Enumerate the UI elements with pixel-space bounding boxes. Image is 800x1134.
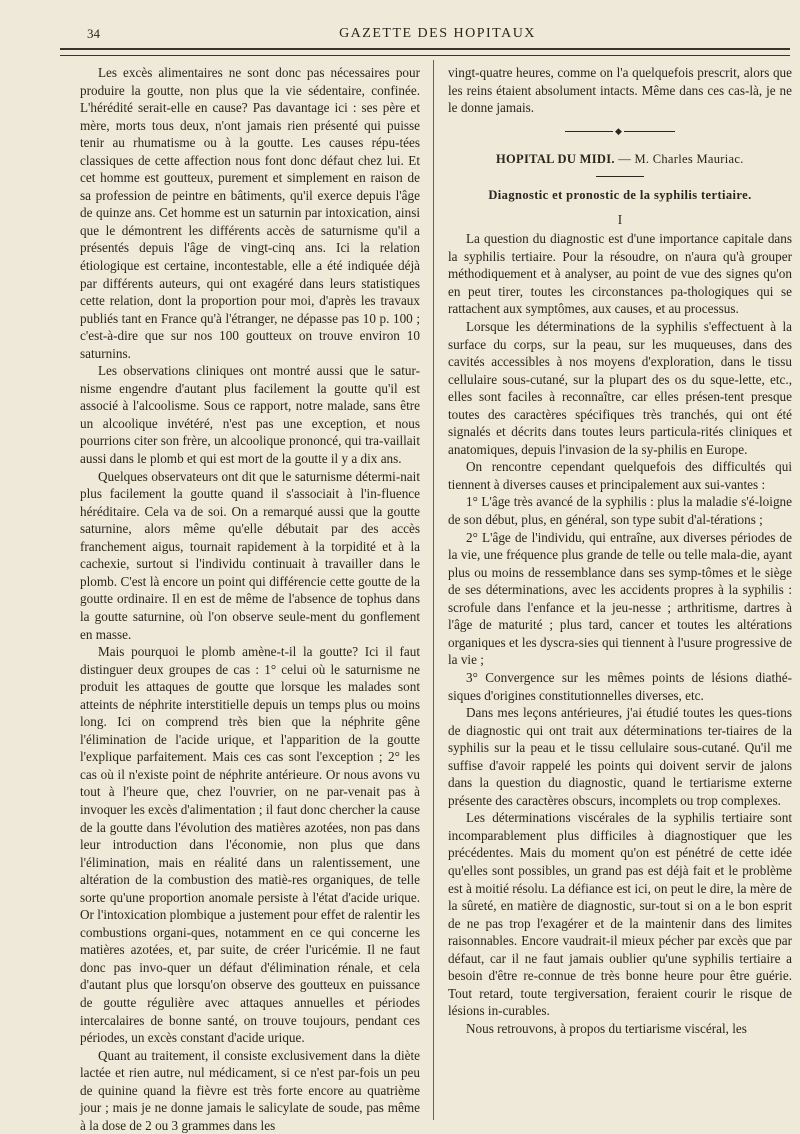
- paragraph: Dans mes leçons antérieures, j'ai étudié toutes les ques-tions de diagnostic qui ont trait aux déterminations ter-tiaires de la syphilis sur la peau et le tissu cellulaire sous-cutané. Qu'il me suffise d'avoir rappelé les points qui doivent servir de jalons dans la question du diagnostic, quand le tertiarisme externe présente des caractères obscurs, incomplets ou trop complexes.: [448, 705, 792, 808]
- continuation-paragraph: vingt-quatre heures, comme on l'a quelquefois prescrit, alors que les reins étaient absolument intacts. Même dans ces cas-là, je ne le donne jamais.: [448, 65, 792, 116]
- short-rule: [596, 176, 644, 177]
- journal-title: GAZETTE DES HOPITAUX: [339, 26, 536, 41]
- hospital-heading: [448, 151, 792, 169]
- paragraph: Quelques observateurs ont dit que le saturnisme détermi-nait plus facilement la goutte quand il s'associait à l'in-fluence héréditaire. Cela va de soi. On a remarqué aussi que la goutte saturnine, alors même qu'elle débutait par des accès franchement aigus, tournait rapidement à la torpidité et à la cachexie, surtout si l'individu continuait à travailler dans le plomb. C'est là encore un point qui différencie cette goutte de la goutte ordinaire. Il en est de même de l'absence de tophus dans la goutte saturnine, où l'on observe seule-ment du gonflement en masse.: [80, 468, 420, 642]
- paragraph: 1° L'âge très avancé de la syphilis : plus la maladie s'é-loigne de son début, plus, en général, son type subit d'al-térations ;: [448, 494, 792, 528]
- paragraph: Nous retrouvons, à propos du tertiarisme viscéral, les: [466, 1020, 747, 1036]
- column-divider: [433, 60, 434, 1120]
- paragraph: 3° Convergence sur les mêmes points de lésions diathé-siques d'origines constitutionnelles diverses, etc.: [448, 669, 792, 703]
- page-number: 34: [87, 26, 100, 41]
- paragraph: On rencontre cependant quelquefois des difficultés qui tiennent à diverses causes et principalement aux sui-vantes :: [448, 459, 792, 492]
- paragraph: Les excès alimentaires ne sont donc pas nécessaires pour produire la goutte, non plus que la vie sédentaire, confinée. L'hérédité serait-elle en cause? Pas davantage ici : ses père et mère, morts tous deux, n'ont jamais rien présenté qui puisse tenir au rhumatisme ou à la goutte. Les causes répu-tées classiques de cette affection nous font donc défaut chez lui. Et cet homme est goutteux, purement et simplement en raison de sa profession de peintre en bâtiments, qu'il exerce depuis l'âge de quinze ans. Cet homme est un saturnin par intoxication, ainsi que le démontrent les différents accès de saturnisme qu'il a présentés depuis l'âge de vingt-cinq ans. Ici la relation étiologique est certaine, incontestable, elle a été indiquée déjà par différents auteurs, qui ont exagéré dans leurs statistiques cette relation, dont la proportion pour moi, d'après les travaux publiés tant en France qu'à l'étranger, ne dépasse pas 10 p. 100 ; c'est-à-dire que sur nos 100 goutteux on trouve environ 10 saturnins.: [80, 65, 420, 361]
- page-header: [85, 22, 790, 48]
- right-column: [448, 64, 792, 1037]
- paragraph: Lorsque les déterminations de la syphilis s'effectuent à la surface du corps, sur la peau, sur les muqueuses, dans des cavités accessibles à nos moyens d'exploration, dans le tissu cellulaire sous-cutané, sur la plupart des os du sque-lette, etc., elles sont faciles à reconnaître, car elles présen-tent presque toutes des caractères spécifiques très tranchés, qui ont été signalés et décrits dans toutes leurs particula-rités cliniques et anatomiques, depuis l'invasion de la sy-philis en Europe.: [448, 319, 792, 457]
- left-column: [80, 64, 420, 1134]
- paragraph: Mais pourquoi le plomb amène-t-il la goutte? Ici il faut distinguer deux groupes de cas : 1° celui où le saturnisme ne produit les attaques de goutte que lorsque les malades sont atteints de néphrite interstitielle depuis un temps plus ou moins long. Ici on comprend très bien que la néphrite gêne l'élimination de l'acide urique, et l'apparition de la goutte l'explique parfaitement. Mais ces cas sont l'exception ; 2° les cas où il n'existe point de néphrite antérieure. Or nous avons vu tout à l'heure que, chez l'ouvrier, on ne par-venait pas à invoquer les excès d'alimentation ; il faut donc chercher la cause de la goutte dans l'évolution des matières azotées, non pas dans leur introduction dans l'économie, non plus que dans l'élimination, mais en réalité dans un ralentissement, une altération de la combustion des matiè-res organiques, de telle sorte qu'une proportion anomale persiste à l'état d'acide urique. Or l'intoxication plombique a justement pour effet de ralentir les combustions organi-ques, notamment en ce qui concerne les matières azotées, et, par suite, de créer l'uricémie. Il ne faut donc pas invo-quer un défaut d'élimination rénale, et cela d'autant plus que lorsqu'on observe des goutteux en puissance de goutte régulière avec attaques annuelles et périodes intercalaires de bonne santé, on trouve toujours, pendant ces périodes, un excès constant d'acide urique.: [80, 644, 420, 1046]
- section-number: I: [617, 211, 623, 227]
- hospital-name: HOPITAL DU MIDI.: [496, 151, 615, 166]
- article-title: Diagnostic et pronostic de la syphilis tertiaire.: [488, 188, 752, 203]
- paragraph: Les observations cliniques ont montré aussi que le satur-nisme engendre d'autant plus facilement la goutte qu'il est associé à l'alcoolisme. Sous ce rapport, notre malade, sans être un alcoolique invétéré, n'est pas une exception, et nous pourrions citer son frère, un alcoolique prononcé, qui tra-vaillait aussi dans le plomb et qui est mort de la goutte il y a dix ans.: [80, 363, 420, 467]
- paragraph: Quant au traitement, il consiste exclusivement dans la diète lactée et rien autre, nul médicament, si ce n'est par-fois un peu de quinine quand la fièvre est très forte encore au quatrième jour ; mais je ne donne jamais le salicylate de soude, pas même à la dose de 2 ou 3 grammes dans les: [80, 1047, 420, 1133]
- hospital-author: — M. Charles Mauriac.: [614, 151, 744, 166]
- paragraph: 2° L'âge de l'individu, qui entraîne, aux diverses périodes de la vie, une fréquence plus grande de telle ou telle mala-die, ayant plus ou moins de ressemblance dans ses symp-tômes et le siège de ses déterminations, avec les accidents propres à la syphilis : scrofule dans l'enfance et la jeu-nesse ; arthritisme, dartres à l'âge de maturité ; plus tard, cancer et toutes les altérations organiques et les dyscra-sies qui tiennent à l'usure progressive de la vie ;: [448, 529, 792, 668]
- header-double-rule: [60, 48, 790, 56]
- paragraph: La question du diagnostic est d'une importance capitale dans la syphilis tertiaire. Pour la résoudre, on n'aura qu'à grouper méthodiquement et à analyser, au point de vue des signes qu'on en peut tirer, toutes les circonstances pa-thologiques qui se rattachent aux symptômes, aux causes, et au processus.: [448, 231, 792, 317]
- separator-ornament: [565, 127, 675, 137]
- paragraph: Les déterminations viscérales de la syphilis tertiaire sont incomparablement plus difficiles à diagnostiquer que les précédentes. Mais du moment qu'on est pénétré de cette idée qu'elles sont possibles, un grand pas est déjà fait et le problème est à moitié résolu. La défiance est ici, on peut le dire, la mère de la sûreté, en matière de diagnostic, sur-tout si on a le bon esprit de ne pas trop l'exagérer et de la maintenir dans des limites raisonnables. Encore vaudrait-il mieux pécher par excès que par défaut, car il ne faut jamais oublier qu'une syphilis tertiaire a besoin d'être re-connue de très bonne heure pour être guérie. Tout retard, toute tergiversation, feraient courir le risque de lésions in-curables.: [448, 810, 792, 1019]
